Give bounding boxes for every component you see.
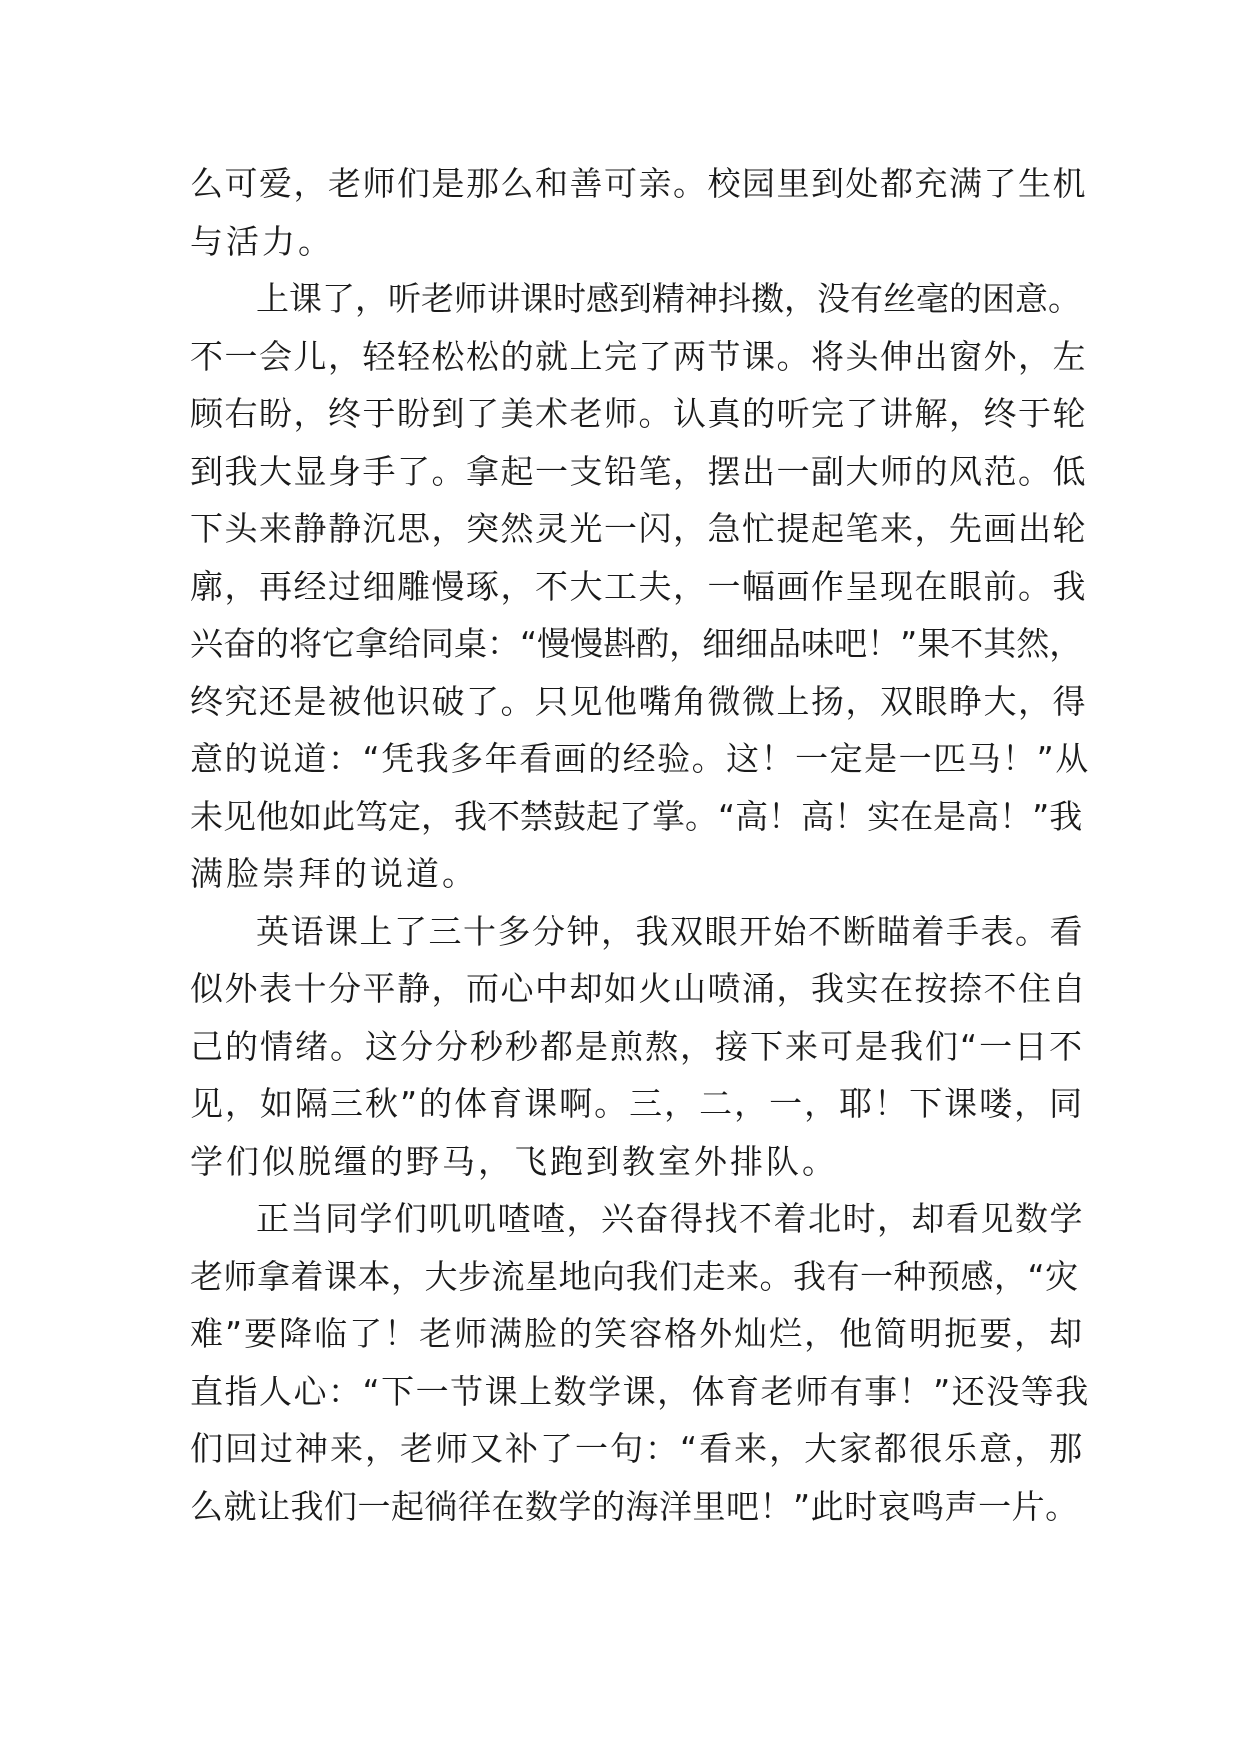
text-line: 顾右盼，终于盼到了美术老师。认真的听完了讲解，终于轮 [190, 394, 1087, 433]
text-line: 们回过神来，老师又补了一句：“看来，大家都很乐意，那 [190, 1429, 1085, 1468]
text-line: 难”要降临了！老师满脸的笑容格外灿烂，他简明扼要，却 [190, 1314, 1085, 1353]
text-line: 兴奋的将它拿给同桌：“慢慢斟酌，细细品味吧！”果不其然， [190, 624, 1083, 663]
text-line: 学们似脱缰的野马，飞跑到教室外排队。 [190, 1141, 838, 1181]
text-line: 下头来静静沉思，突然灵光一闪，急忙提起笔来，先画出轮 [190, 509, 1087, 548]
text-line: 见，如隔三秋”的体育课啊。三，二，一，耶！下课喽，同 [190, 1084, 1085, 1123]
text-line: 似外表十分平静，而心中却如火山喷涌，我实在按捺不住自 [190, 969, 1087, 1008]
text-line: 己的情绪。这分分秒秒都是煎熬，接下来可是我们“一日不 [190, 1026, 1085, 1066]
text-line: 意的说道：“凭我多年看画的经验。这！一定是一匹马！”从 [190, 739, 1090, 778]
text-line: 正当同学们叽叽喳喳，兴奋得找不着北时，却看见数学 [256, 1199, 1084, 1238]
text-line: 与活力。 [190, 221, 334, 261]
text-line: 上课了，听老师讲课时感到精神抖擞，没有丝毫的困意。 [256, 279, 1081, 318]
text-line: 老师拿着课本，大步流星地向我们走来。我有一种预感，“灾 [190, 1256, 1079, 1296]
text-line: 终究还是被他识破了。只见他嘴角微微上扬，双眼睁大，得 [190, 681, 1087, 721]
text-line: 到我大显身手了。拿起一支铅笔，摆出一副大师的风范。低 [190, 451, 1087, 491]
text-line: 满脸崇拜的说道。 [190, 854, 478, 893]
text-line: 英语课上了三十多分钟，我双眼开始不断瞄着手表。看 [256, 911, 1084, 951]
text-line: 么可爱，老师们是那么和善可亲。校园里到处都充满了生机 [190, 164, 1087, 203]
text-line: 廓，再经过细雕慢琢，不大工夫，一幅画作呈现在眼前。我 [190, 566, 1087, 606]
text-line: 未见他如此笃定，我不禁鼓起了掌。“高！高！实在是高！”我 [190, 796, 1083, 836]
text-line: 直指人心：“下一节课上数学课，体育老师有事！”还没等我 [190, 1371, 1090, 1411]
text-line: 么就让我们一起徜徉在数学的海洋里吧！”此时哀鸣声一片。 [190, 1486, 1079, 1526]
body-text [190, 155, 1090, 1535]
text-line: 不一会儿，轻轻松松的就上完了两节课。将头伸出窗外，左 [190, 336, 1087, 376]
